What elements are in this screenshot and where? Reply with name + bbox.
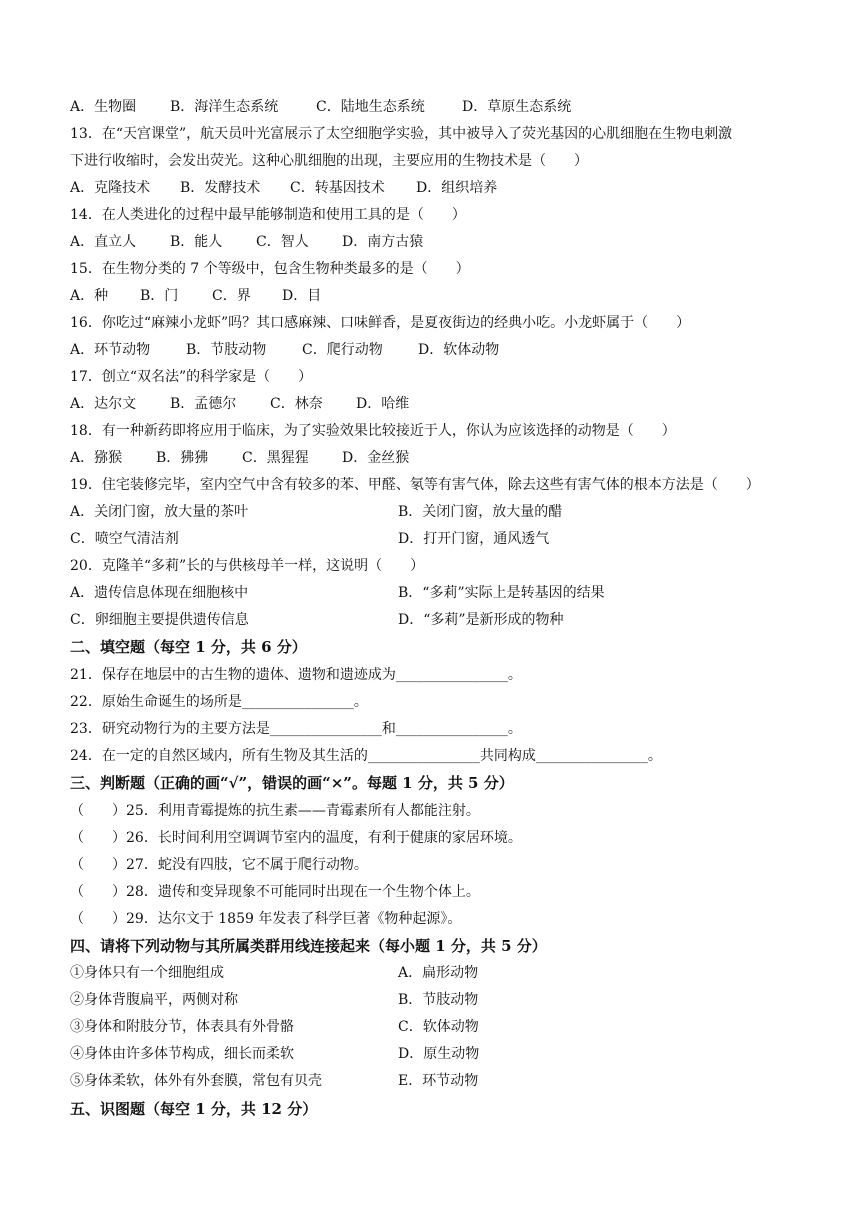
- section5-heading: 五、识图题（每空 1 分，共 12 分）: [70, 1100, 318, 1118]
- q25-item: （ ）25．利用青霉提炼的抗生素——青霉素所有人都能注射。: [70, 803, 480, 819]
- q15-option-a: A．种: [70, 288, 109, 304]
- q23-stem: 23．研究动物行为的主要方法是________________和________________。: [70, 721, 522, 737]
- q28-item: （ ）28．遗传和变异现象不可能同时出现在一个生物个体上。: [70, 884, 480, 900]
- q14-option-a: A．直立人: [70, 234, 137, 250]
- q20-stem: 20．克隆羊“多莉”长的与供核母羊一样，这说明（ ）: [70, 558, 425, 574]
- q12-options: [70, 98, 571, 116]
- q15-stem: 15．在生物分类的 7 个等级中，包含生物种类最多的是（ ）: [70, 261, 470, 277]
- q14-option-d: D．南方古猿: [342, 234, 424, 250]
- q15-options: [70, 287, 321, 305]
- match-left-1: ①身体只有一个细胞组成: [70, 965, 224, 981]
- q20-option-b: B．“多莉”实际上是转基因的结果: [398, 585, 605, 601]
- q15-option-b: B．门: [140, 288, 179, 304]
- q12-option-d: D．草原生态系统: [462, 99, 572, 115]
- q13-option-d: D．组织培养: [416, 180, 498, 196]
- q16-option-c: C．爬行动物: [302, 342, 383, 358]
- q18-option-a: A．猕猴: [70, 450, 123, 466]
- q17-option-d: D．哈维: [356, 396, 410, 412]
- q14-options: [70, 233, 423, 251]
- q19-option-d: D．打开门窗，通风透气: [398, 531, 550, 547]
- q29-item: （ ）29．达尔文于 1859 年发表了科学巨著《物种起源》。: [70, 911, 462, 927]
- match-right-c: C．软体动物: [398, 1019, 479, 1035]
- q13-stem-line1: 13．在“天宫课堂”，航天员叶光富展示了太空细胞学实验，其中被导入了荧光基因的心肌细胞在生物电刺激: [70, 126, 733, 142]
- q16-stem: 16．你吃过“麻辣小龙虾”吗？其口感麻辣、口味鲜香，是夏夜街边的经典小吃。小龙虾属于（ ）: [70, 315, 691, 331]
- q16-option-d: D．软体动物: [418, 342, 500, 358]
- match-right-d: D．原生动物: [398, 1046, 480, 1062]
- q18-option-d: D．金丝猴: [342, 450, 410, 466]
- q19-option-b: B．关闭门窗，放大量的醋: [398, 504, 563, 520]
- q14-option-c: C．智人: [256, 234, 309, 250]
- q19-option-c: C．喷空气清洁剂: [70, 531, 179, 547]
- q13-option-b: B．发酵技术: [180, 180, 261, 196]
- q19-stem: 19．住宅装修完毕，室内空气中含有较多的苯、甲醛、氡等有害气体，除去这些有害气体的根本方法是（ ）: [70, 477, 760, 493]
- section3-heading: 三、判断题（正确的画“√”，错误的画“×”。每题 1 分，共 5 分）: [70, 774, 514, 792]
- q21-stem: 21．保存在地层中的古生物的遗体、遗物和遗迹成为________________。: [70, 667, 522, 683]
- q13-option-a: A．克隆技术: [70, 180, 151, 196]
- q24-stem: 24．在一定的自然区域内，所有生物及其生活的________________共同构成________________。: [70, 748, 662, 764]
- q18-option-b: B．狒狒: [156, 450, 209, 466]
- q14-option-b: B．能人: [170, 234, 223, 250]
- q18-option-c: C．黑猩猩: [242, 450, 309, 466]
- q17-option-c: C．林奈: [270, 396, 323, 412]
- q17-option-a: A．达尔文: [70, 396, 137, 412]
- match-left-4: ④身体由许多体节构成，细长而柔软: [70, 1046, 294, 1062]
- match-right-a: A．扁形动物: [398, 965, 479, 981]
- q20-option-d: D．“多莉”是新形成的物种: [398, 612, 564, 628]
- q27-item: （ ）27．蛇没有四肢，它不属于爬行动物。: [70, 857, 368, 873]
- q17-option-b: B．孟德尔: [170, 396, 237, 412]
- q14-stem: 14．在人类进化的过程中最早能够制造和使用工具的是（ ）: [70, 207, 466, 223]
- q13-stem-line2: 下进行收缩时，会发出荧光。这种心肌细胞的出现，主要应用的生物技术是（ ）: [70, 153, 588, 169]
- q18-options: [70, 449, 409, 467]
- q16-options: [70, 341, 499, 359]
- q19-option-a: A．关闭门窗，放大量的茶叶: [70, 504, 249, 520]
- q20-option-a: A．遗传信息体现在细胞核中: [70, 585, 249, 601]
- q18-stem: 18．有一种新药即将应用于临床，为了实验效果比较接近于人，你认为应该选择的动物是（ ）: [70, 423, 676, 439]
- q20-option-c: C．卵细胞主要提供遗传信息: [70, 612, 249, 628]
- section4-heading: 四、请将下列动物与其所属类群用线连接起来（每小题 1 分，共 5 分）: [70, 937, 547, 955]
- q22-stem: 22．原始生命诞生的场所是________________。: [70, 694, 368, 710]
- q12-option-b: B．海洋生态系统: [170, 99, 279, 115]
- section2-heading: 二、填空题（每空 1 分，共 6 分）: [70, 638, 307, 656]
- match-left-2: ②身体背腹扁平，两侧对称: [70, 992, 238, 1008]
- q26-item: （ ）26．长时间利用空调调节室内的温度，有利于健康的家居环境。: [70, 830, 522, 846]
- q13-option-c: C．转基因技术: [290, 180, 385, 196]
- q12-option-a: A．生物圈: [70, 99, 137, 115]
- match-left-5: ⑤身体柔软，体外有外套膜，常包有贝壳: [70, 1073, 322, 1089]
- q16-option-b: B．节肢动物: [186, 342, 267, 358]
- match-left-3: ③身体和附肢分节，体表具有外骨骼: [70, 1019, 294, 1035]
- q15-option-c: C．界: [212, 288, 251, 304]
- q13-options: [70, 179, 497, 197]
- match-right-b: B．节肢动物: [398, 992, 479, 1008]
- match-right-e: E．环节动物: [398, 1073, 479, 1089]
- q17-stem: 17．创立“双名法”的科学家是（ ）: [70, 369, 313, 385]
- q12-option-c: C．陆地生态系统: [316, 99, 425, 115]
- q16-option-a: A．环节动物: [70, 342, 151, 358]
- q15-option-d: D．目: [282, 288, 322, 304]
- q17-options: [70, 395, 409, 413]
